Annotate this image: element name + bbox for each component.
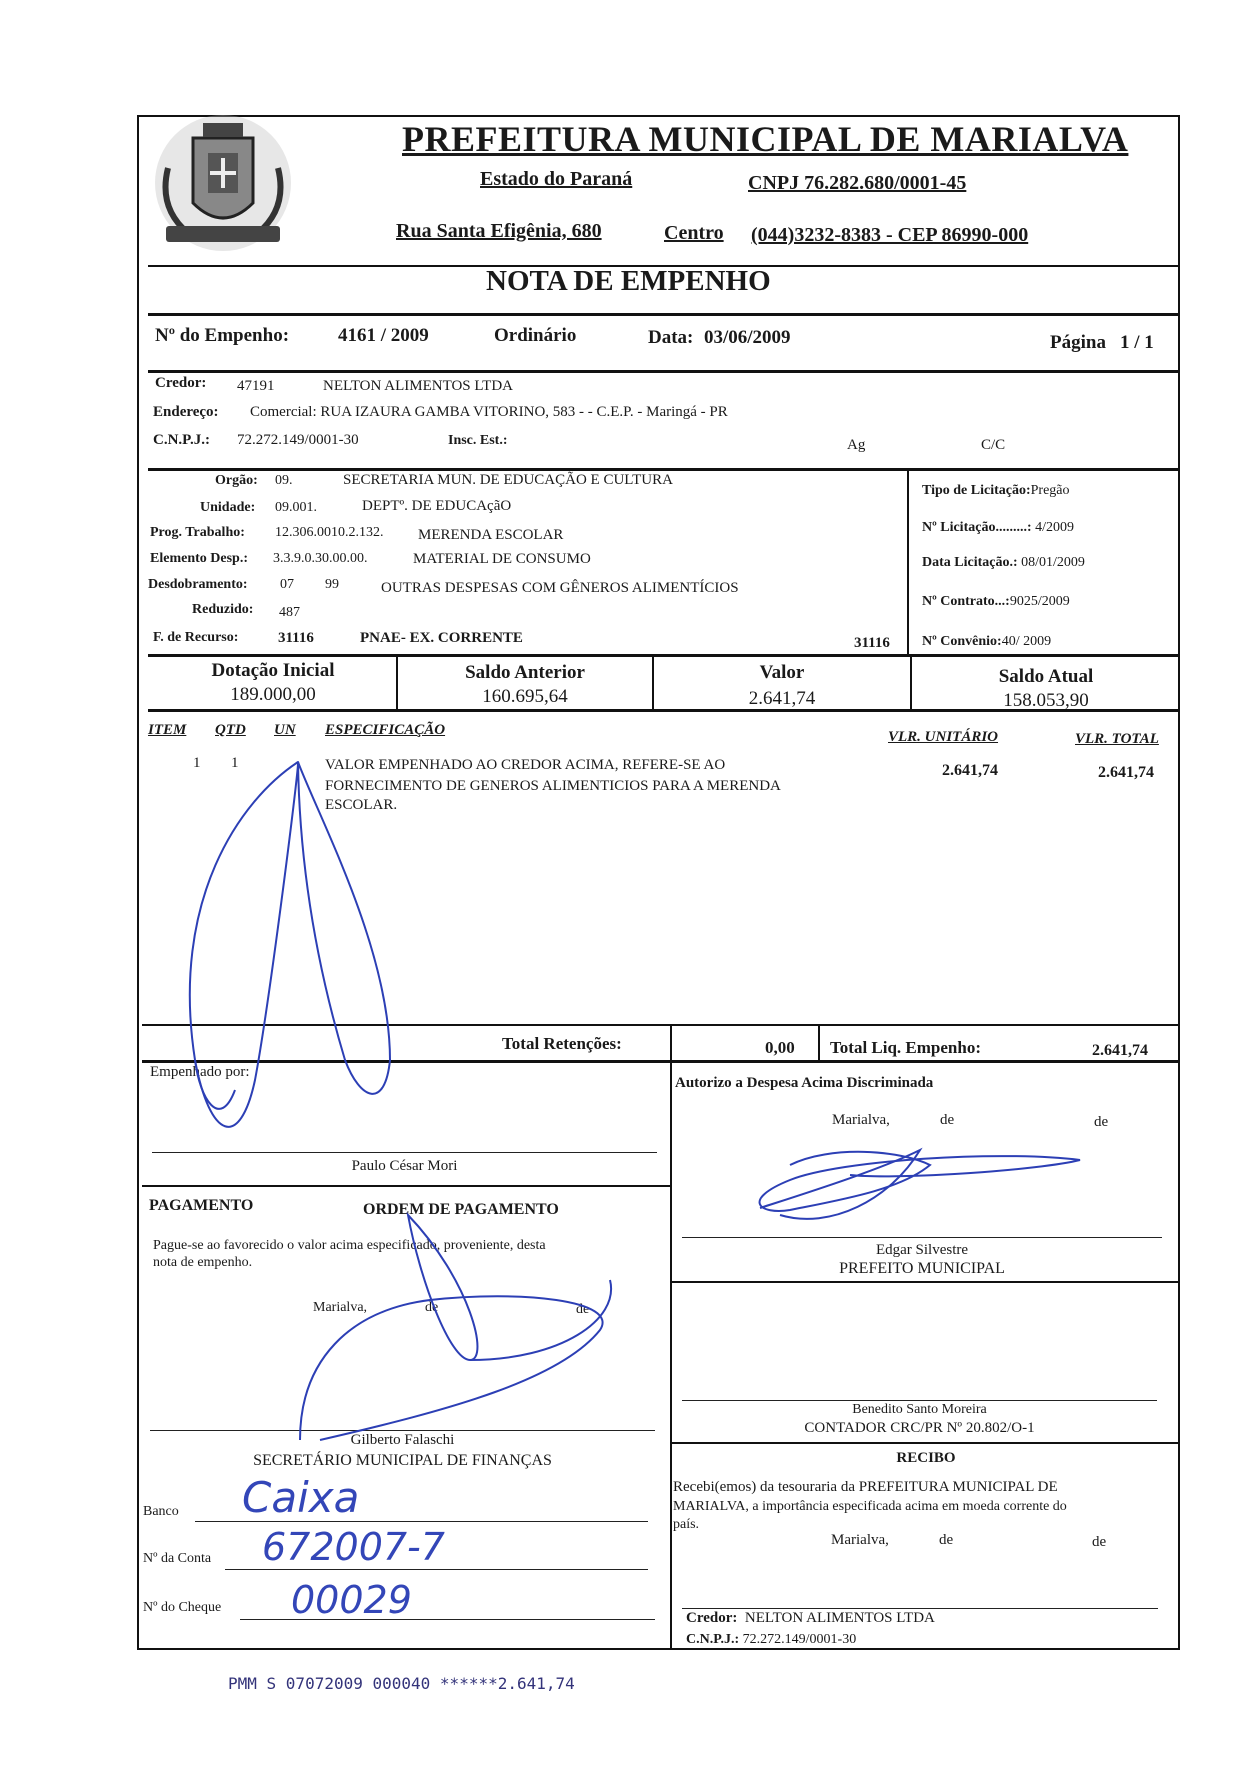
prog-code: 12.306.0010.2.132. (275, 525, 384, 540)
col-vlr-total: VLR. TOTAL (1075, 731, 1159, 747)
prog-label: Prog. Trabalho: (150, 525, 245, 540)
coat-of-arms-logo (148, 108, 298, 258)
credor-cnpj: 72.272.149/0001-30 (237, 432, 359, 448)
pagamento-city: Marialva, (313, 1300, 368, 1315)
empenhado-name: Paulo César Mori (351, 1158, 458, 1174)
reduzido-value: 487 (279, 605, 300, 620)
unidade-label: Unidade: (200, 500, 256, 515)
fonte-label: F. de Recurso: (153, 630, 239, 645)
row-desc-line1: VALOR EMPENHADO AO CREDOR ACIMA, REFERE-SE AO (325, 757, 726, 773)
credor-cnpj-label: C.N.P.J.: (153, 432, 210, 448)
header-title: PREFEITURA MUNICIPAL DE MARIALVA (402, 119, 1129, 159)
header-neighborhood: Centro (664, 222, 724, 244)
licitacao-tipo: Tipo de Licitação:Pregão (922, 483, 1070, 498)
pagamento-de1: de (425, 1300, 439, 1315)
valor-value: 2.641,74 (748, 688, 816, 709)
fonte-code-right: 31116 (854, 635, 890, 651)
saldo-atual-label: Saldo Atual (998, 666, 1094, 687)
credor-name: NELTON ALIMENTOS LTDA (323, 378, 514, 394)
empenhado-label: Empenhado por: (150, 1064, 250, 1080)
row-qtd: 1 (231, 755, 239, 771)
address-label: Endereço: (153, 404, 219, 420)
empenho-date-label: Data: (648, 327, 694, 348)
desdobramento-name: OUTRAS DESPESAS COM GÊNEROS ALIMENTÍCIOS (381, 580, 739, 596)
banco-label: Banco (143, 1504, 179, 1519)
autorizo-signer: Edgar Silvestre (875, 1242, 969, 1258)
credor-address: Comercial: RUA IZAURA GAMBA VITORINO, 583 - - C.E.P. - Maringá - PR (250, 404, 728, 420)
saldo-anterior-label: Saldo Anterior (465, 662, 585, 683)
desdobramento-code1: 07 (280, 577, 294, 592)
pagamento-signer: Gilberto Falaschi (350, 1432, 455, 1448)
conta-handwritten: 672007-7 (262, 1525, 445, 1569)
banco-handwritten: Caixa (242, 1473, 360, 1522)
autorizo-city: Marialva, (832, 1112, 890, 1128)
ordem-pagamento-title: ORDEM DE PAGAMENTO (363, 1201, 559, 1218)
total-retencoes-value: 0,00 (765, 1038, 795, 1057)
page-number: 1 / 1 (1120, 332, 1154, 353)
cheque-handwritten: 00029 (291, 1578, 412, 1622)
row-desc-line2: FORNECIMENTO DE GENEROS ALIMENTICIOS PARA A MERENDA (325, 778, 781, 794)
valor-label: Valor (759, 662, 805, 683)
document-title: NOTA DE EMPENHO (486, 265, 771, 297)
row-desc-line3: ESCOLAR. (325, 797, 398, 813)
fonte-name: PNAE- EX. CORRENTE (360, 630, 523, 646)
pagamento-text-line2: nota de empenho. (153, 1255, 253, 1270)
cc-label: C/C (981, 437, 1006, 453)
total-retencoes-label: Total Retenções: (502, 1034, 622, 1053)
dotacao-label: Dotação Inicial (211, 660, 335, 681)
cheque-label: Nº do Cheque (143, 1600, 222, 1615)
elemento-label: Elemento Desp.: (150, 551, 248, 566)
recibo-de2: de (1092, 1534, 1107, 1550)
payment-stamp: PMM S 07072009 000040 ******2.641,74 (228, 1674, 575, 1693)
col-espec: ESPECIFICAÇÃO (325, 722, 446, 738)
credor-label: Credor: (155, 375, 207, 391)
recibo-credor: Credor: NELTON ALIMENTOS LTDA (686, 1610, 935, 1626)
unidade-name: DEPTº. DE EDUCAçãO (362, 498, 512, 514)
recibo-text-line1: Recebi(emos) da tesouraria da PREFEITURA MUNICIPAL DE (673, 1479, 1058, 1495)
unidade-code: 09.001. (275, 500, 317, 515)
reduzido-label: Reduzido: (192, 602, 254, 617)
recibo-text-line2: MARIALVA, a importância especificada acima em moeda corrente do (673, 1499, 1067, 1514)
empenho-number: 4161 / 2009 (338, 325, 429, 346)
orgao-name: SECRETARIA MUN. DE EDUCAÇÃO E CULTURA (343, 472, 673, 488)
header-phone-cep: (044)3232-8383 - CEP 86990-000 (751, 224, 1029, 246)
pagamento-role: SECRETÁRIO MUNICIPAL DE FINANÇAS (253, 1452, 552, 1469)
autorizo-role: PREFEITO MUNICIPAL (839, 1260, 1005, 1277)
col-qtd: QTD (215, 722, 246, 738)
pagamento-title: PAGAMENTO (149, 1197, 254, 1214)
saldo-anterior-value: 160.695,64 (482, 686, 568, 707)
empenho-date: 03/06/2009 (704, 327, 791, 348)
empenho-number-label: Nº do Empenho: (155, 325, 290, 346)
total-liq-label: Total Liq. Empenho: (830, 1038, 981, 1057)
credor-code: 47191 (237, 378, 275, 394)
col-item: ITEM (148, 722, 187, 738)
pagamento-de2: de (576, 1302, 590, 1317)
recibo-city: Marialva, (831, 1532, 889, 1548)
contador-name: Benedito Santo Moreira (852, 1402, 987, 1417)
dotacao-value: 189.000,00 (230, 684, 316, 705)
elemento-code: 3.3.9.0.30.00.00. (273, 551, 368, 566)
autorizo-de1: de (940, 1112, 955, 1128)
row-total-value: 2.641,74 (1098, 764, 1154, 781)
row-unit-value: 2.641,74 (942, 762, 998, 779)
recibo-de1: de (939, 1532, 954, 1548)
orgao-label: Orgão: (215, 473, 258, 488)
desdobramento-code2: 99 (325, 577, 339, 592)
prog-name: MERENDA ESCOLAR (418, 527, 564, 543)
col-vlr-unit: VLR. UNITÁRIO (888, 729, 999, 745)
conta-label: Nº da Conta (143, 1551, 212, 1566)
elemento-name: MATERIAL DE CONSUMO (413, 551, 591, 567)
header-state: Estado do Paraná (480, 168, 633, 190)
fonte-code: 31116 (278, 630, 314, 646)
saldo-atual-value: 158.053,90 (1003, 690, 1089, 711)
autorizo-de2: de (1094, 1114, 1109, 1130)
licitacao-contrato: Nº Contrato...:9025/2009 (922, 594, 1070, 609)
insc-est-label: Insc. Est.: (448, 433, 508, 448)
contador-role: CONTADOR CRC/PR Nº 20.802/O-1 (804, 1420, 1035, 1436)
pagamento-text-line1: Pague-se ao favorecido o valor acima especificado, proveniente, desta (153, 1238, 546, 1253)
page-label: Página (1050, 332, 1106, 353)
licitacao-convenio: Nº Convênio:40/ 2009 (922, 634, 1052, 649)
row-item: 1 (193, 755, 201, 771)
recibo-cnpj: C.N.P.J.: 72.272.149/0001-30 (686, 1632, 857, 1647)
licitacao-numero: Nº Licitação.........: 4/2009 (922, 520, 1074, 535)
licitacao-data: Data Licitação.: 08/01/2009 (922, 555, 1085, 570)
total-liq-value: 2.641,74 (1092, 1042, 1148, 1059)
header-address: Rua Santa Efigênia, 680 (396, 220, 602, 242)
desdobramento-label: Desdobramento: (148, 577, 248, 592)
recibo-text-line3: país. (673, 1517, 700, 1532)
autorizo-title: Autorizo a Despesa Acima Discriminada (675, 1075, 934, 1091)
orgao-code: 09. (275, 473, 293, 488)
recibo-title: RECIBO (896, 1450, 956, 1466)
empenho-type: Ordinário (494, 325, 577, 346)
header-cnpj: CNPJ 76.282.680/0001-45 (748, 172, 967, 194)
col-un: UN (274, 722, 296, 738)
ag-label: Ag (847, 437, 866, 453)
